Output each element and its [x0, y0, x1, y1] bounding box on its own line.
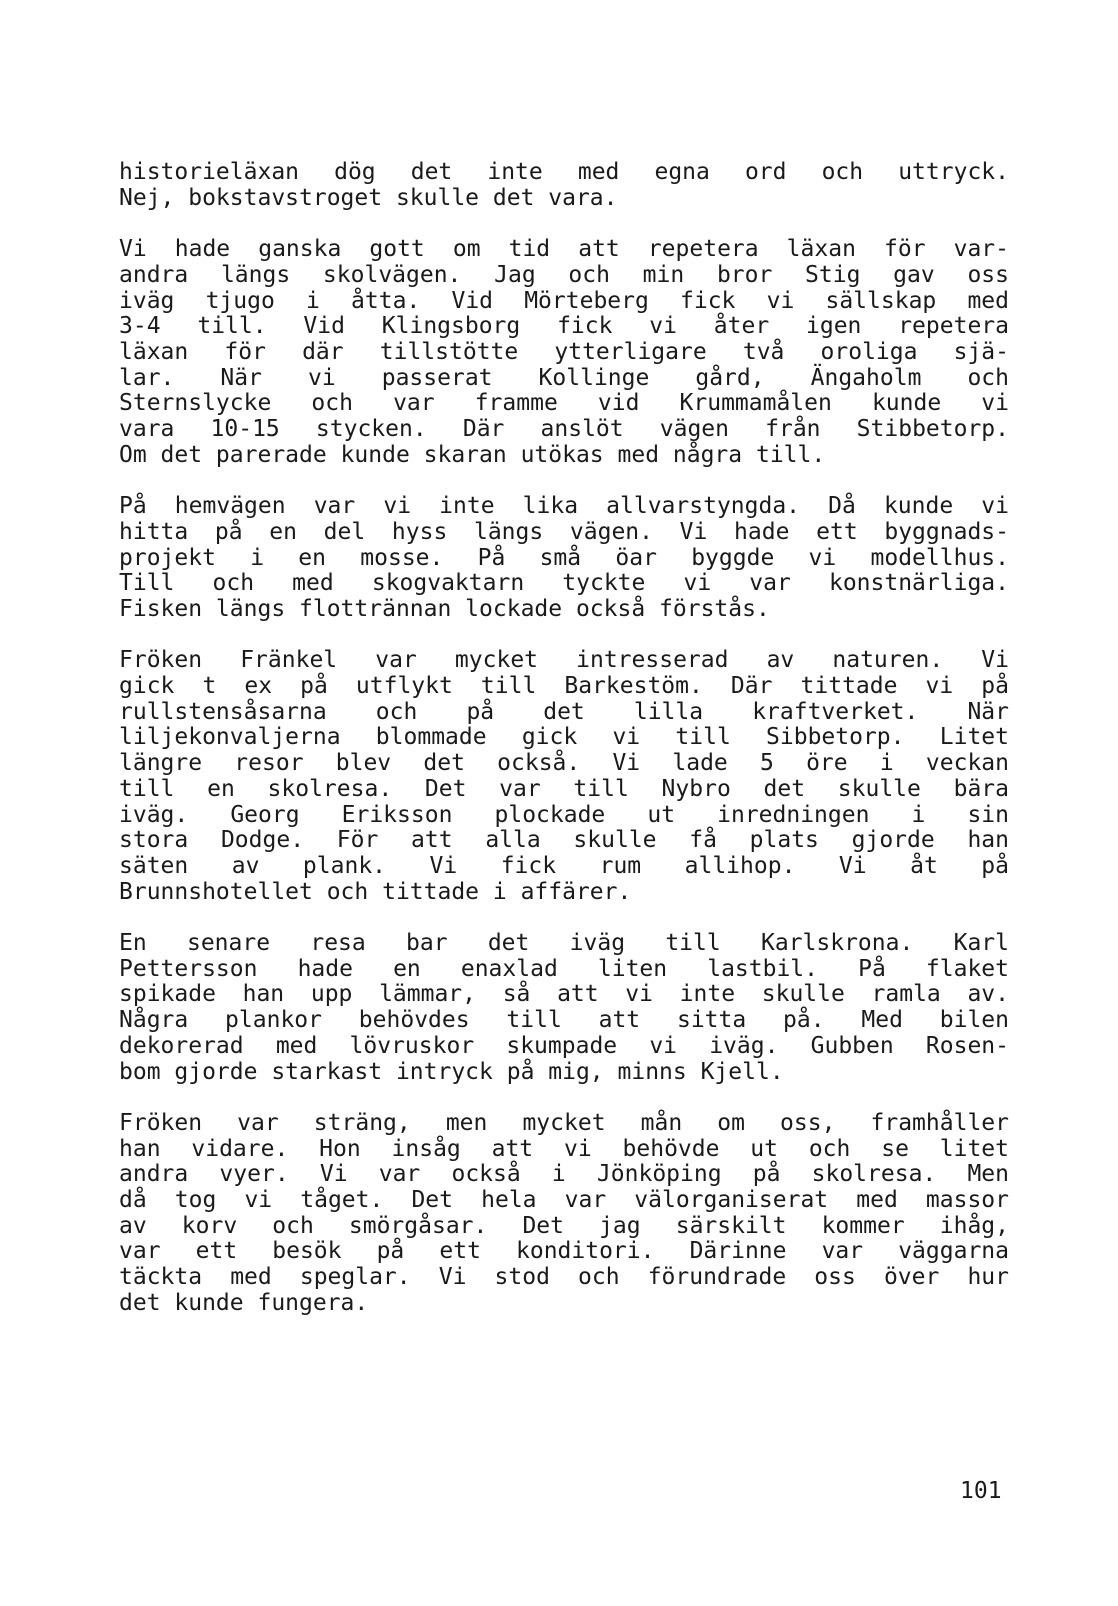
text-line: vara 10-15 stycken. Där anslöt vägen från Stibbetorp. — [119, 416, 1009, 443]
text-line: det kunde fungera. — [119, 1289, 369, 1316]
text-line: Fisken längs flottrännan lockade också förstås. — [119, 595, 770, 622]
text-line: av korv och smörgåsar. Det jag särskilt kommer ihåg, — [119, 1212, 1009, 1239]
text-line: bom gjorde starkast intryck på mig, minns Kjell. — [119, 1058, 784, 1085]
paragraph-3 — [119, 494, 1009, 623]
text-line: läxan för där tillstötte ytterligare två oroliga sjä- — [119, 338, 1009, 365]
text-line: iväg. Georg Eriksson plockade ut inredningen i sin — [119, 801, 1009, 828]
paragraph-1 — [119, 160, 1009, 211]
text-line: Brunnshotellet och tittade i affärer. — [119, 878, 632, 905]
text-line: då tog vi tåget. Det hela var välorganiserat med massor — [119, 1187, 1009, 1214]
text-line: spikade han upp lämmar, så att vi inte skulle ramla av. — [119, 981, 1009, 1008]
paragraph-4 — [119, 648, 1009, 905]
text-line: Sternslycke och var framme vid Krummamålen kunde vi — [119, 390, 1009, 417]
text-line: Fröken var sträng, men mycket mån om oss, framhåller — [119, 1109, 1009, 1136]
text-line: liljekonvaljerna blommade gick vi till Sibbetorp. Litet — [119, 724, 1009, 751]
paragraph-6 — [119, 1111, 1009, 1317]
text-line: Vi hade ganska gott om tid att repetera läxan för var- — [119, 236, 1009, 263]
text-line: historieläxan dög det inte med egna ord och uttryck. — [119, 159, 1009, 185]
body-text — [119, 160, 1009, 1342]
text-line: täckta med speglar. Vi stod och förundrade oss över hur — [119, 1264, 1009, 1291]
text-line: han vidare. Hon insåg att vi behövde ut och se litet — [119, 1135, 1009, 1162]
paragraph-2 — [119, 237, 1009, 468]
text-line: rullstensåsarna och på det lilla kraftverket. När — [119, 698, 1009, 725]
text-line: Till och med skogvaktarn tyckte vi var konstnärliga. — [119, 570, 1009, 597]
text-line: andra vyer. Vi var också i Jönköping på skolresa. Men — [119, 1161, 1009, 1188]
text-line: var ett besök på ett konditori. Därinne var väggarna — [119, 1238, 1009, 1265]
text-line: Några plankor behövdes till att sitta på. Med bilen — [119, 1007, 1009, 1034]
text-line: stora Dodge. För att alla skulle få plats gjorde han — [119, 827, 1009, 854]
text-line: säten av plank. Vi fick rum allihop. Vi åt på — [119, 852, 1009, 879]
text-line: Pettersson hade en enaxlad liten lastbil. På flaket — [119, 955, 1009, 982]
text-line: gick t ex på utflykt till Barkestöm. Där tittade vi på — [119, 673, 1009, 700]
text-line: lar. När vi passerat Kollinge gård, Ängaholm och — [119, 364, 1009, 391]
text-line: På hemvägen var vi inte lika allvarstyngda. Då kunde vi — [119, 493, 1009, 520]
text-line: iväg tjugo i åtta. Vid Mörteberg fick vi sällskap med — [119, 287, 1009, 314]
text-line: Om det parerade kunde skaran utökas med några till. — [119, 441, 826, 468]
text-line: projekt i en mosse. På små öar byggde vi modellhus. — [119, 544, 1009, 571]
text-line: längre resor blev det också. Vi lade 5 öre i veckan — [119, 750, 1009, 777]
text-line: Fröken Fränkel var mycket intresserad av naturen. Vi — [119, 647, 1009, 674]
text-line: hitta på en del hyss längs vägen. Vi hade ett byggnads- — [119, 518, 1009, 545]
text-line: En senare resa bar det iväg till Karlskrona. Karl — [119, 930, 1009, 957]
paragraph-5 — [119, 931, 1009, 1085]
text-line: 3-4 till. Vid Klingsborg fick vi åter igen repetera — [119, 313, 1009, 340]
page-number: 101 — [960, 1478, 1002, 1504]
text-line: andra längs skolvägen. Jag och min bror Stig gav oss — [119, 261, 1009, 288]
text-line: Nej, bokstavstroget skulle det vara. — [119, 184, 618, 211]
text-line: till en skolresa. Det var till Nybro det skulle bära — [119, 775, 1009, 802]
text-line: dekorerad med lövruskor skumpade vi iväg. Gubben Rosen- — [119, 1032, 1009, 1059]
